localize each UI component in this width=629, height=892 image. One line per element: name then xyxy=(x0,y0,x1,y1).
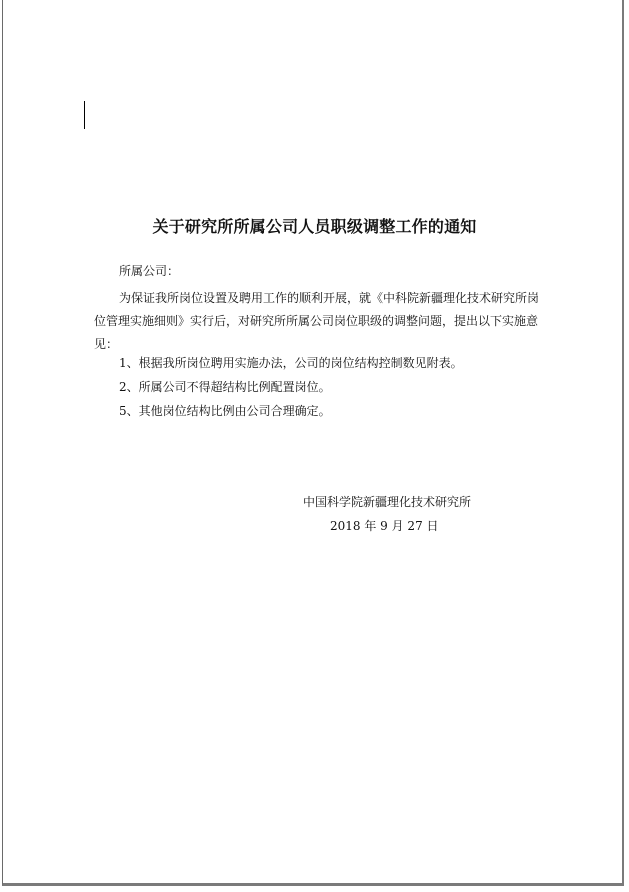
text-cursor xyxy=(84,101,85,129)
signature-date: 2018 年 9 月 27 日 xyxy=(330,519,439,533)
salutation: 所属公司： xyxy=(119,264,180,278)
list-item: 1、根据我所岗位聘用实施办法，公司的岗位结构控制数见附表。 xyxy=(119,356,463,370)
document-title: 关于研究所所属公司人员职级调整工作的通知 xyxy=(152,217,477,236)
body-paragraph: 为保证我所岗位设置及聘用工作的顺利开展，就《中科院新疆理化技术研究所岗位管理实施细则》实行后，对研究所所属公司岗位职级的调整问题，提出以下实施意见： xyxy=(94,291,540,351)
page-border xyxy=(2,0,624,886)
list-item: 2、所属公司不得超结构比例配置岗位。 xyxy=(119,380,331,394)
signature-organization: 中国科学院新疆理化技术研究所 xyxy=(303,495,472,509)
list-item: 5、其他岗位结构比例由公司合理确定。 xyxy=(119,404,331,418)
